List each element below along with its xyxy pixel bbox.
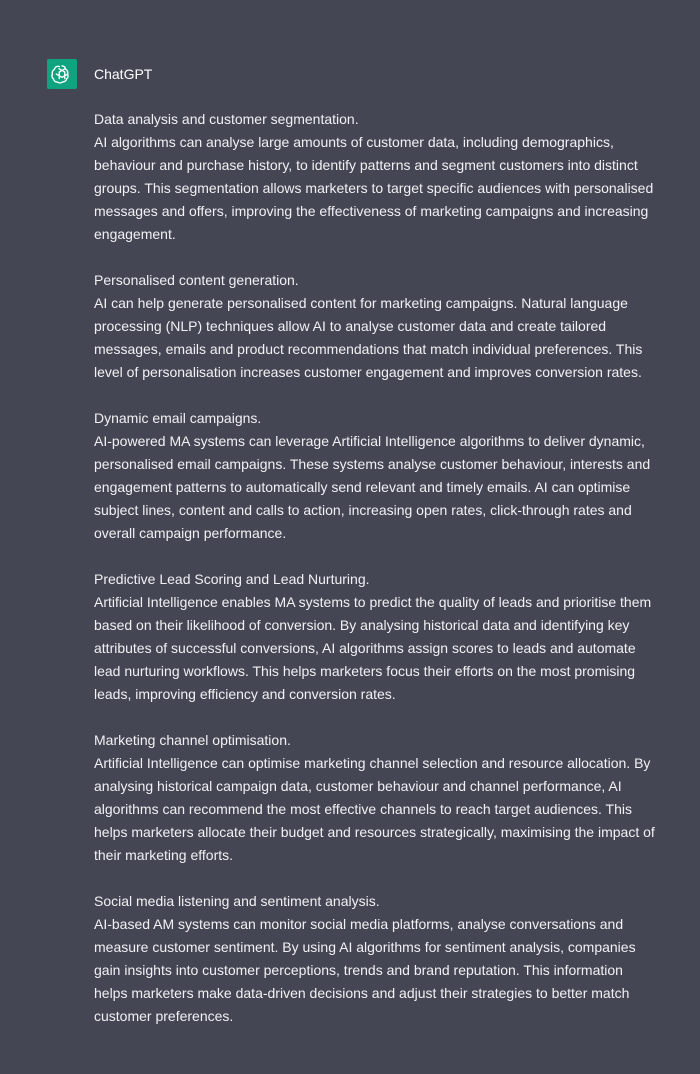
message-section <box>94 269 659 384</box>
section-body: AI-powered MA systems can leverage Artificial Intelligence algorithms to deliver dynamic, personalised email campaigns. These systems analyse customer behaviour, interests and engagement patterns to automatically send relevant and timely emails. AI can optimise subject lines, content and calls to action, increasing open rates, click-through rates and overall campaign performance. <box>94 433 651 541</box>
section-body: Artificial Intelligence can optimise marketing channel selection and resource allocation. By analysing historical campaign data, customer behaviour and channel performance, AI algorithms can recommend the most effective channels to reach target audiences. This helps marketers allocate their budget and resources strategically, maximising the impact of their marketing efforts. <box>94 755 655 863</box>
section-heading: Marketing channel optimisation. <box>94 732 291 748</box>
message-section <box>94 407 659 545</box>
message-section <box>94 729 659 867</box>
section-heading: Predictive Lead Scoring and Lead Nurturing. <box>94 571 370 587</box>
section-heading: Social media listening and sentiment analysis. <box>94 893 380 909</box>
section-body: Artificial Intelligence enables MA systems to predict the quality of leads and prioritise them based on their likelihood of conversion. By analysing historical data and identifying key attributes of successful conversions, AI algorithms assign scores to leads and automate lead nurturing workflows. This helps marketers focus their efforts on the most promising leads, improving efficiency and conversion rates. <box>94 594 652 702</box>
message-section <box>94 890 659 1028</box>
assistant-message-body <box>94 108 659 1051</box>
openai-logo-icon <box>51 63 73 85</box>
section-heading: Dynamic email campaigns. <box>94 410 262 426</box>
section-body: AI algorithms can analyse large amounts of customer data, including demographics, behaviour and purchase history, to identify patterns and segment customers into distinct groups. This segmentation allows marketers to target specific audiences with personalised messages and offers, improving the effectiveness of marketing campaigns and increasing engagement. <box>94 134 654 242</box>
message-author-row <box>47 59 152 89</box>
chatgpt-avatar <box>47 59 77 89</box>
message-section <box>94 568 659 706</box>
section-heading: Personalised content generation. <box>94 272 299 288</box>
section-body: AI can help generate personalised content for marketing campaigns. Natural language processing (NLP) techniques allow AI to analyse customer data and create tailored messages, emails and product recommendations that match individual preferences. This level of personalisation increases customer engagement and improves conversion rates. <box>94 295 643 380</box>
section-heading: Data analysis and customer segmentation. <box>94 111 359 127</box>
section-body: AI-based AM systems can monitor social media platforms, analyse conversations and measure customer sentiment. By using AI algorithms for sentiment analysis, companies gain insights into customer perceptions, trends and brand reputation. This information helps marketers make data-driven decisions and adjust their strategies to better match customer preferences. <box>94 916 636 1024</box>
message-author-name: ChatGPT <box>94 66 153 82</box>
message-section <box>94 108 659 246</box>
